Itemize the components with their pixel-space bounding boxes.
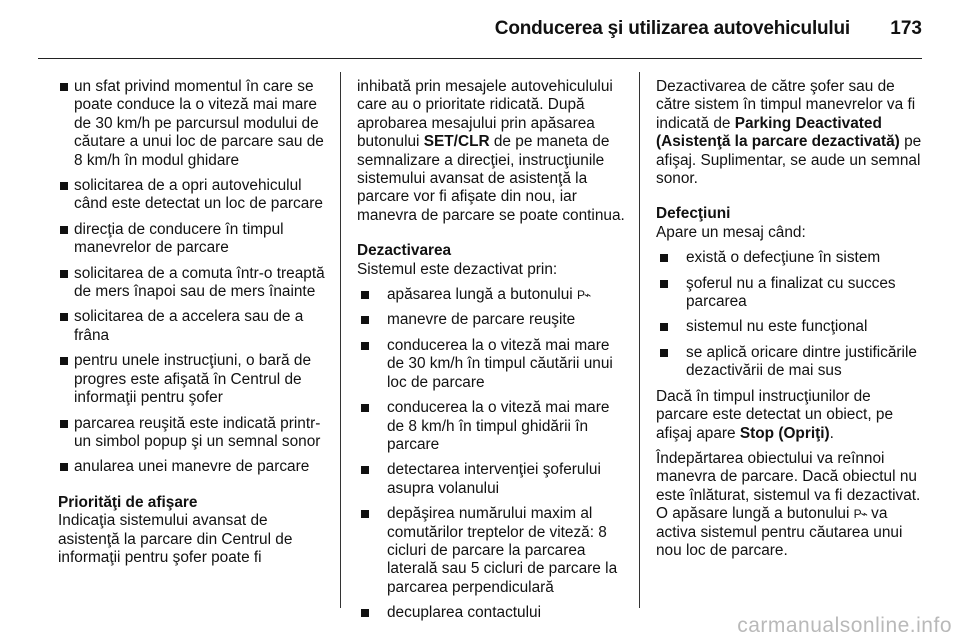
chapter-title: Conducerea şi utilizarea autovehiculului <box>494 18 850 39</box>
instruction-list <box>58 78 326 477</box>
paragraph: Sistemul este dezactivat prin: <box>357 260 558 278</box>
bullet-icon <box>361 609 369 617</box>
park-assist-icon: P⌁ <box>576 288 591 303</box>
stop-label: Stop (Opriţi) <box>739 424 830 442</box>
bullet-icon <box>60 226 68 234</box>
list-item: depăşirea numărului maxim al comutărilor treptelor de viteză: 8 cicluri de parcare la parcarea laterală sau 5 cicluri de parcare la parcarea perpendiculară <box>357 505 625 597</box>
bullet-icon <box>361 291 369 299</box>
deactivation-list <box>357 286 625 623</box>
list-item: conducerea la o viteză mai mare de 30 km/h în timpul căutării unui loc de parcare <box>357 337 625 392</box>
section-heading-deactivation: Dezactivarea <box>357 242 452 260</box>
list-item: parcarea reuşită este indicată printr-un simbol popup şi un semnal sonor <box>58 415 326 452</box>
bullet-icon <box>361 316 369 324</box>
bullet-icon <box>60 270 68 278</box>
column-divider-1 <box>340 72 341 608</box>
bullet-icon <box>361 342 369 350</box>
section-heading-faults: Defecţiuni <box>656 205 731 223</box>
list-item: sistemul nu este funcţional <box>656 318 924 336</box>
list-item: un sfat privind momentul în care se poate conduce la o viteză mai mare de 30 km/h pe parcursul modului de căutare a unui loc de parcare sau de 8 km/h în modul ghidare <box>58 78 326 170</box>
list-item: decuplarea contactului <box>357 604 625 622</box>
fault-list <box>656 249 924 380</box>
set-clr-label: SET/CLR <box>423 133 490 151</box>
watermark: carmanualsonline.info <box>737 614 952 637</box>
column-2 <box>357 78 625 630</box>
section-heading-display-priority: Priorităţi de afişare <box>58 493 198 511</box>
header-divider <box>38 58 922 59</box>
bullet-icon <box>60 83 68 91</box>
park-assist-icon: P⌁ <box>853 507 867 522</box>
bullet-icon <box>660 323 668 331</box>
column-1 <box>58 78 326 574</box>
bullet-icon <box>361 466 369 474</box>
parking-deactivated-label: Parking Deactivated (Asistenţă la parcare dezactivată) <box>656 114 900 151</box>
list-item: anularea unei manevre de parcare <box>58 458 326 476</box>
paragraph: Apare un mesaj când: <box>656 223 806 241</box>
list-item: conducerea la o viteză mai mare de 8 km/h în timpul ghidării în parcare <box>357 399 625 454</box>
list-item: direcţia de conducere în timpul manevrelor de parcare <box>58 221 326 258</box>
bullet-icon <box>60 182 68 190</box>
paragraph: Dezactivarea de către şofer sau de către sistem în timpul manevrelor va fi indicată de Parking Deactivated (Asistenţă la parcare dezactivată) pe afişaj. Suplimentar, se aude un semnal sonor. <box>656 78 922 188</box>
bullet-icon <box>60 313 68 321</box>
list-item: se aplică oricare dintre justificările dezactivării de mai sus <box>656 344 924 381</box>
bullet-icon <box>660 349 668 357</box>
list-item: există o defecţiune în sistem <box>656 249 924 267</box>
page-number: 173 <box>890 18 922 39</box>
paragraph: Dacă în timpul instrucţiunilor de parcare este detectat un obiect, pe afişaj apare Stop (Opriţi). <box>656 387 893 442</box>
page-header <box>0 0 960 60</box>
paragraph: inhibată prin mesajele autovehiculului care au o prioritate ridicată. După aprobarea mesajului prin apăsarea butonului SET/CLR de pe maneta de semnalizare a direcţiei, instrucţiunile sistemului avansat de asistenţă la parcare vor fi afişate din nou, iar manevra de parcare se poate continua. <box>357 78 625 224</box>
list-item: solicitarea de a comuta într-o treaptă de mers înapoi sau de mers înainte <box>58 265 326 302</box>
bullet-icon <box>361 510 369 518</box>
list-item: pentru unele instrucţiuni, o bară de progres este afişată în Centrul de informaţii pentru şofer <box>58 352 326 407</box>
list-item: solicitarea de a opri autovehiculul când este detectat un loc de parcare <box>58 177 326 214</box>
list-item: solicitarea de a accelera sau de a frâna <box>58 308 326 345</box>
paragraph: Îndepărtarea obiectului va reînnoi manevra de parcare. Dacă obiectul nu este înlăturat, sistemul va fi dezactivat. O apăsare lungă a butonului P⌁ va activa sistemul pentru căutarea unui nou loc de parcare. <box>656 449 921 559</box>
bullet-icon <box>660 280 668 288</box>
column-3 <box>656 78 924 567</box>
list-item: apăsarea lungă a butonului P⌁ <box>357 286 625 304</box>
paragraph: Indicaţia sistemului avansat de asistenţă la parcare din Centrul de informaţii pentru şofer poate fi <box>58 512 293 566</box>
list-item: detectarea intervenţiei şoferului asupra volanului <box>357 461 625 498</box>
list-item: manevre de parcare reuşite <box>357 311 625 329</box>
bullet-icon <box>60 357 68 365</box>
bullet-icon <box>60 420 68 428</box>
list-item: şoferul nu a finalizat cu succes parcarea <box>656 275 924 312</box>
bullet-icon <box>660 254 668 262</box>
bullet-icon <box>60 463 68 471</box>
column-divider-2 <box>639 72 640 608</box>
bullet-icon <box>361 404 369 412</box>
